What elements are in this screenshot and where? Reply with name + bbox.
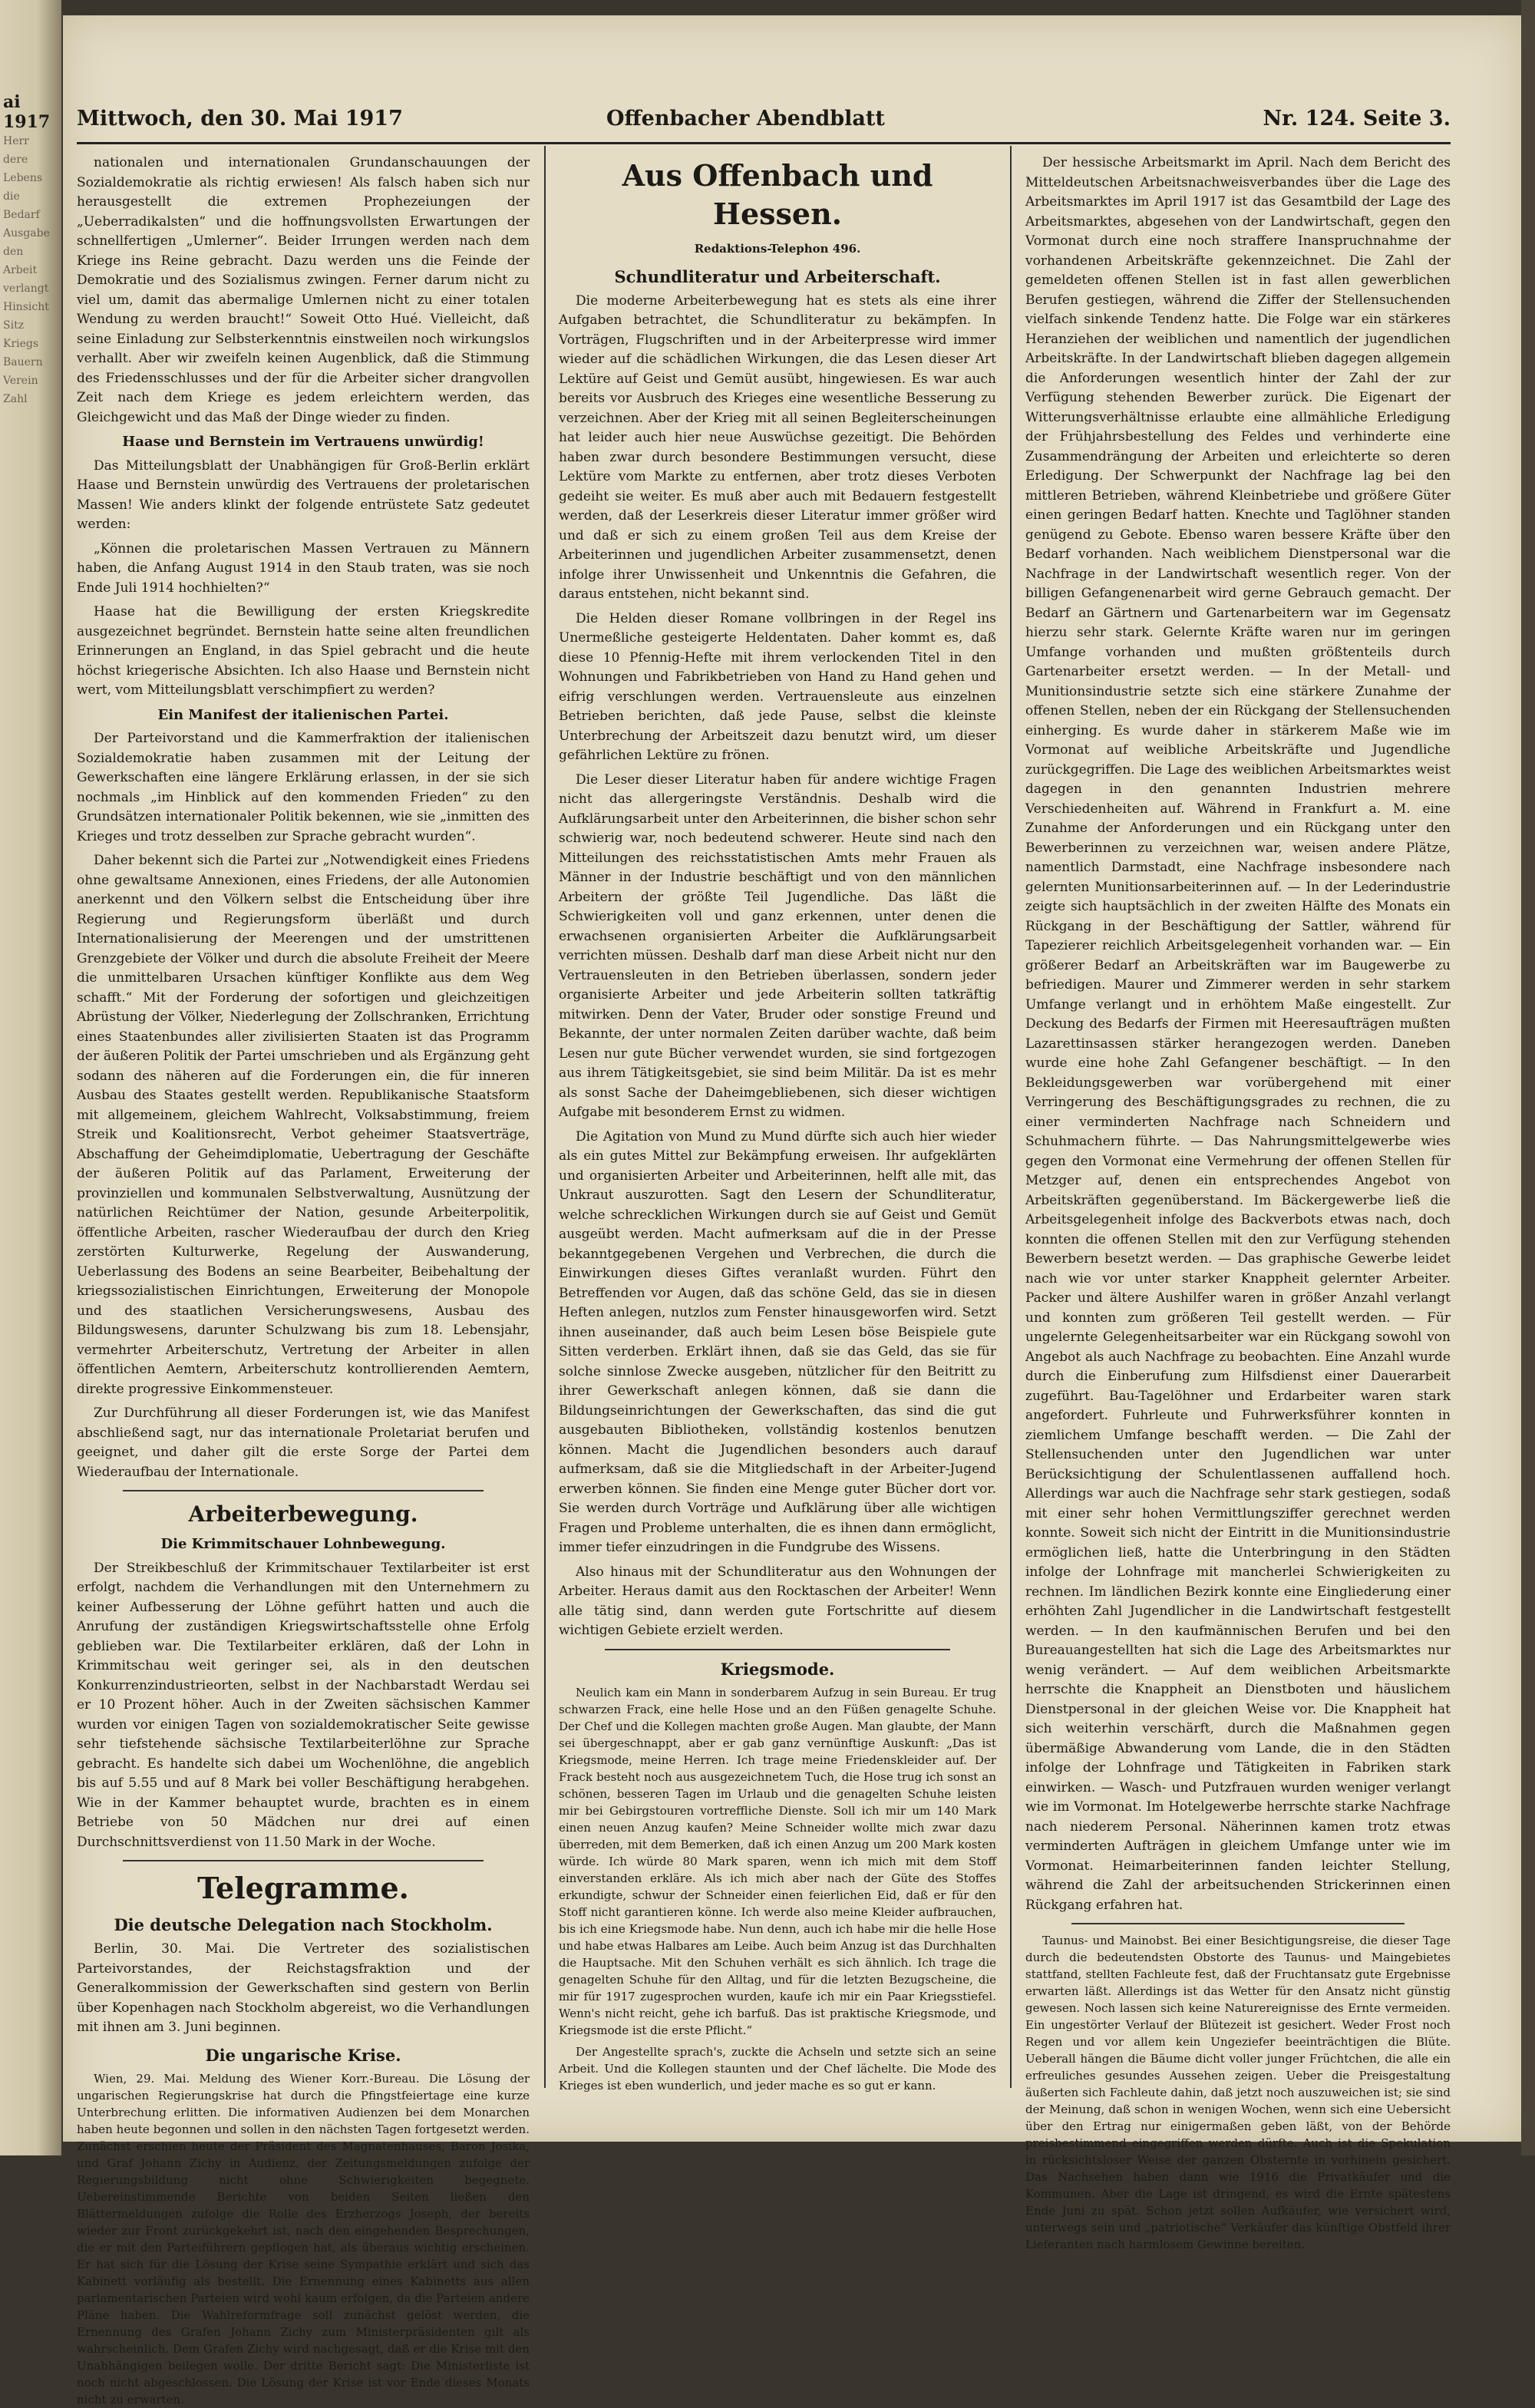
divider [1071, 1923, 1405, 1924]
column-middle [559, 154, 996, 2093]
paragraph: Zur Durchführung all dieser Forderungen ist, wie das Manifest abschließend sagt, nur das internationale Proletariat berufen und geeignet, und daher gilt die erste Sorge der Partei dem Wiederaufbau der Internationale. [77, 1405, 530, 1480]
adjacent-page-fragment: Arbeit [3, 264, 38, 276]
article-paragraphs [77, 729, 530, 1482]
section-heading-offenbach: Aus Offenbach und Hessen. [622, 158, 933, 231]
article-paragraphs [77, 2070, 530, 2408]
paragraph: Die Helden dieser Romane vollbringen in der Regel ins Unermeßliche gesteigerte Heldentaten. Daher kommt es, daß diese 10 Pfennig-Hefte mit ihrem verlockenden Titel in den Wohnungen und Fabrikbetrieben von Hand zu Hand gehen und eifrig verschlungen werden. Vertrauensleute aus einzelnen Betrieben berichten, daß jede Pause, selbst die kleinste Unterbrechung der Arbeitszeit dazu benutzt wird, um dieser gefährlichen Lektüre zu frönen. [559, 610, 996, 763]
intro-paragraphs [77, 154, 530, 428]
column-right [1025, 154, 1451, 2251]
paragraph: nationalen und internationalen Grundanschauungen der Sozialdemokratie als richtig erwiesen! Als falsch haben sich nur herausgestellt die extremen Prophezeiungen der „Ueberradikalsten“ und die hoffnungsvollsten Erwartungen der schnellfertigen „Umlerner“. Beider Irrungen werden nach dem Kriege ins Reine gebracht. Dazu werden uns die Feinde der Demokratie und des Sozialismus zwingen. Ferner darum nicht zu viel um, damit das abermalige Umlernen nicht zu einer totalen Wendung zu werden braucht!“ Soweit Otto Hué. Vielleicht, daß seine Einladung zur Selbsterkenntnis einstweilen noch wirkungslos verhallt. Aber wir zweifeln keinen Augenblick, daß die Stimmung des Friedensschlusses und der für die Arbeiter sicher drangvollen Zeit nach dem Kriege es jedem erleichtern werden, das Gleichgewicht und das Maß der Dinge wieder zu finden. [77, 155, 530, 425]
adjacent-page-fragment: Bauern [3, 356, 43, 368]
binding-edge [1521, 0, 1535, 2155]
adjacent-page-fragment: dere [3, 154, 28, 166]
article-paragraphs [559, 1684, 996, 2094]
paragraph: Haase hat die Bewilligung der ersten Kriegskredite ausgezeichnet begründet. Bernstein hatte seine alten freundlichen Erinnerungen an England, in das Spiel gebracht und die heute höchst kriegerische Absichten. Ich also Haase und Bernstein nicht wert, vom Mitteilungsblatt verschimpfiert zu werden? [77, 604, 530, 698]
adjacent-page-fragments [0, 132, 61, 408]
adjacent-page-fragment: Verein [3, 375, 38, 387]
adjacent-page-fragment: Lebens [3, 172, 43, 184]
paragraph: Die moderne Arbeiterbewegung hat es stets als eine ihrer Aufgaben betrachtet, die Schundliteratur zu bekämpfen. In Vorträgen, Flugschriften und in der Arbeiterpresse wird immer wieder auf die schädlichen Wirkungen, die das Lesen dieser Art Lektüre auf Geist und Gemüt ausübt, hingewiesen. Es war auch bereits vor Ausbruch des Krieges eine wesentliche Besserung zu verzeichnen. Aber der Krieg mit all seinen Begleiterscheinungen hat leider auch hier neue Auswüchse gezeitigt. Die Behörden haben zwar durch besondere Bestimmungen versucht, diese Lektüre vom Markte zu entfernen, aber trotz dieses Verboten gedeiht sie weiter. Es muß aber auch mit Bedauern festgestellt werden, daß der Leserkreis dieser Literatur immer größer wird und daß er sich zu einem großen Teil aus dem Kreise der Arbeiterinnen und jugendlichen Arbeiter zusammensetzt, denen infolge ihrer Unwissenheit und Unkenntnis die Gefahren, die daraus entstehen, nicht bekannt sind. [559, 292, 996, 602]
adjacent-page-strip [0, 0, 61, 2155]
article-paragraphs [77, 1559, 530, 1853]
paragraph: Daher bekennt sich die Partei zur „Notwendigkeit eines Friedens ohne gewaltsame Annexionen, eines Friedens, der alle Autonomien anerkennt und den Völkern selbst die Entscheidung über ihre Regierung und Regierungsform überläßt und durch Internationalisierung der Meerengen und der umstrittenen Grenzgebiete der Völker und durch die absolute Freiheit der Meere die unmittelbaren Ursachen künftiger Konflikte aus dem Weg schafft.“ Mit der Forderung der sofortigen und gleichzeitigen Abrüstung der Völker, Niederlegung der Zollschranken, Errichtung eines Staatenbundes aller zivilisierten Staaten ist das Programm der äußeren Politik der Partei umschrieben und als Ergänzung geht sodann des näheren auf die Forderungen ein, die für inneren Ausbau des Staates gestellt werden. Republikanische Staatsform mit allgemeinem, gleichem Wahlrecht, Volksabstimmung, freiem Streik und Koalitionsrecht, Verbot geheimer Staatsverträge, Abschaffung der Geheimdiplomatie, Uebertragung der Geschäfte der äußeren Politik auf das Parlament, Erweiterung der provinziellen und kommunalen Selbstverwaltung, Ausnützung der natürlichen Reichtümer der Nation, gesunde Arbeiterpolitik, öffentliche Arbeiten, rascher Wiederaufbau der durch den Krieg zerstörten Kulturwerke, Regelung der Auswanderung, Ueberlassung des Bodens an seine Bearbeiter, Beibehaltung der kriegssozialistischen Einrichtungen, Erweiterung der Monopole und des staatlichen Versicherungswesens, Ausbau des Bildungswesens, darunter Schulzwang bis zum 18. Lebensjahr, vermehrter Arbeiterschutz, Vertretung der Arbeiter in allen öffentlichen Aemtern, Arbeiterschutz kontrollierenden Aemtern, direkte progressive Einkommensteuer. [77, 853, 530, 1397]
divider [605, 1649, 950, 1650]
paragraph: Die Leser dieser Literatur haben für andere wichtige Fragen nicht das allergeringste Verständnis. Deshalb wird die Aufklärungsarbeit unter den Arbeiterinnen, die bisher schon sehr schwierig war, noch bedeutend schwerer. Heute sind nach den Mitteilungen des reichsstatistischen Amts mehr Frauen als Männer in der Industrie beschäftigt und von den männlichen Arbeitern der größte Teil Jugendliche. Das läßt die Schwierigkeiten voll und ganz erkennen, unter denen die erwachsenen organisierten Arbeiter die Aufklärungsarbeit verrichten müssen. Deshalb darf man diese Arbeit nicht nur den Vertrauensleuten in den Betrieben überlassen, sondern jeder organisierte Arbeiter und jede Arbeiterin sollten tatkräftig mitwirken. Denn der Vater, Bruder oder sonstige Freund und Bekannte, der unter normalen Zeiten darüber wachte, daß beim Lesen nur gute Bücher verwendet wurden, sie sind fortgezogen aus ihrem Tätigkeitsgebiet, sie sind beim Militär. Da ist es mehr als sonst Sache der Daheimgebliebenen, sich dieser wichtigen Aufgabe mit besonderem Ernst zu widmen. [559, 771, 996, 1120]
article-heading: Kriegsmode. [720, 1659, 835, 1679]
paragraph: Der Parteivorstand und die Kammerfraktion der italienischen Sozialdemokratie haben zusammen mit der Leitung der Gewerkschaften eine längere Erklärung erlassen, in der sie sich nochmals „im Hinblick auf den kommenden Frieden“ zu den Grundsätzen internationaler Politik bekennen, wie sie „inmitten des Krieges und trotz desselben zur Sprache gebracht wurden“. [77, 731, 530, 844]
article-paragraphs [1025, 154, 1451, 1915]
section-subheading: Ein Manifest der italienischen Partei. [157, 706, 449, 723]
column-rule [544, 146, 546, 2088]
header-paper-name: Offenbacher Abendblatt [606, 107, 885, 130]
section-dek: Redaktions-Telephon 496. [694, 242, 861, 256]
adjacent-page-fragment: Herr [3, 135, 29, 147]
column-left [77, 154, 530, 2406]
adjacent-page-fragment: verlangt [3, 282, 49, 295]
paragraph: Berlin, 30. Mai. Die Vertreter des sozialistischen Parteivorstandes, der Reichstagsfraktion und der Generalkommission der Gewerkschaften sind gestern von Berlin über Kopenhagen nach Stockholm abgereist, wo die Verhandlungen mit ihnen am 3. Juni beginnen. [77, 1941, 530, 2035]
adjacent-page-fragment: Hinsicht [3, 301, 49, 313]
article-paragraphs [77, 457, 530, 701]
adjacent-page-fragment: Bedarf [3, 209, 40, 221]
article-heading: Schundliteratur und Arbeiterschaft. [614, 266, 941, 286]
adjacent-page-header: ai 1917 [3, 92, 51, 132]
divider [123, 1860, 484, 1861]
paragraph: Der Streikbeschluß der Krimmitschauer Textilarbeiter ist erst erfolgt, nachdem die Verhandlungen mit den Unternehmern zu keiner Aufbesserung der Löhne geführt hatten und auch die Anrufung der zuständigen Kriegswirtschaftsstelle ohne Erfolg geblieben war. Die Textilarbeiter erklären, daß der Lohn in Krimmitschau weit geringer sei, als in den deutschen Konkurrenzindustrieorten, selbst in der Nachbarstadt Werdau sei er 10 Prozent höher. Auch in der Zweiten sächsischen Kammer wurden vor einigen Tagen von sozialdemokratischer Seite gewisse sehr tiefstehende sächsische Textilarbeiterlöhne zur Sprache gebracht. Es handelte sich dabei um Wochenlöhne, die angeblich bis auf 5.55 und auf 8 Mark bei voller Beschäftigung herabgehen. Wie in der Kammer behauptet wurde, brachten es in einem Betriebe von 50 Mädchen nur drei auf einen Durchschnittsverdienst von 11.50 Mark in der Woche. [77, 1560, 530, 1850]
column-rule [1010, 146, 1012, 2088]
adjacent-page-fragment: die [3, 190, 20, 203]
page-header [77, 96, 1451, 144]
paragraph: „Können die proletarischen Massen Vertrauen zu Männern haben, die Anfang August 1914 in den Staub traten, was sie noch Ende Juli 1914 hochhielten?“ [77, 540, 530, 596]
article-paragraphs [559, 292, 996, 1641]
header-issue-page: Nr. 124. Seite 3. [1263, 107, 1451, 130]
section-subheading: Die deutsche Delegation nach Stockholm. [114, 1915, 493, 1934]
article-paragraphs [77, 1940, 530, 2038]
article-paragraphs [1025, 1932, 1451, 2253]
adjacent-page-fragment: Sitz [3, 319, 25, 332]
adjacent-page-fragment: Zahl [3, 393, 28, 405]
paragraph: Also hinaus mit der Schundliteratur aus den Wohnungen der Arbeiter. Heraus damit aus den Rocktaschen der Arbeiter! Wenn alle tätig sind, dann werden gute Fortschritte auf diesem wichtigen Gebiete erzielt werden. [559, 1564, 996, 1638]
section-subheading: Die ungarische Krise. [205, 2045, 401, 2065]
paragraph: Der hessische Arbeitsmarkt im April. Nach dem Bericht des Mitteldeutschen Arbeitsnachweisverbandes über die Lage des Arbeitsmarktes im April 1917 ist das Gesamtbild der Lage des Arbeitsmarktes, abgesehen von der Landwirtschaft, gegen den Vormonat durch eine noch straffere Inanspruchnahme der vorhandenen Arbeitskräfte gekennzeichnet. Die Zahl der gemeldeten offenen Stellen ist in fast allen gewerblichen Berufen gestiegen, während die Ziffer der Stellensuchenden vielfach sinkende Tendenz hatte. Die Folge war ein stärkeres Heranziehen der weiblichen und namentlich der jugendlichen Arbeitskräfte. In der Landwirtschaft blieben dagegen allgemein die Anforderungen wesentlich hinter der Zahl der zur Verfügung stehenden Bewerber zurück. Die Eigenart der Witterungsverhältnisse erlaubte eine allmähliche Erledigung der Frühjahrsbestellung des Feldes und verhinderte eine Zusammendrängung der Arbeiten und erleichterte so deren Erledigung. Der Schwerpunkt der Nachfrage lag bei den mittleren Betrieben, während Kleinbetriebe und größere Güter einen geringen Bedarf hatten. Knechte und Taglöhner standen genügend zu Gebote. Ebenso waren bessere Kräfte über den Bedarf vorhanden. Nach weiblichem Dienstpersonal war die Nachfrage in der Landwirtschaft wesentlich reger. Von der billigen Gefangenenarbeit wird gerne Gebrauch gemacht. Der Bedarf an Gärtnern und Gartenarbeitern war im Gegensatz hierzu sehr stark. Gelernte Kräfte waren nur im geringen Umfange vorhanden und mußten größtenteils durch Gartenarbeiter ersetzt werden. — In der Metall- und Munitionsindustrie setzte sich eine stärkere Zunahme der offenen Stellen, neben der ein Rückgang der Stellensuchenden einherging. Es wurde daher in stärkerem Maße wie im Vormonat auf weibliche Arbeitskräfte und Jugendliche zurückgegriffen. Die Lage des weiblichen Arbeitsmarktes weist dagegen in den genannten Industrien mehrere Verschiedenheiten auf. Während in Frankfurt a. M. eine Zunahme der Anforderungen und ein Rückgang unter den Bewerberinnen zu verzeichnen war, weisen andere Plätze, namentlich Darmstadt, eine Nachfrage insbesondere nach gelernten Munitionsarbeiterinnen auf. — In der Lederindustrie zeigte sich hauptsächlich in der zweiten Hälfte des Monats ein Rückgang in der Beschäftigung der Sattler, während für Tapezierer reichlich Arbeitsgelegenheit vorhanden war. — Ein größerer Bedarf an Arbeitskräften war im Baugewerbe zu befriedigen. Maurer und Zimmerer werden in sehr starkem Umfange verlangt und in erhöhtem Maße eingestellt. Zur Deckung des Bedarfs der Firmen mit Heeresaufträgen mußten Lazarettinsassen stärker herangezogen werden. Daneben wurde eine hohe Zahl Gefangener beschäftigt. — In den Bekleidungsgewerben war vorübergehend mit einer Verringerung des Beschäftigungsgrades zu rechnen, die zu einer verminderten Nachfrage nach Schneidern und Schuhmachern führte. — Das Nahrungsmittelgewerbe wies gegen den Vormonat eine Vermehrung der offenen Stellen für Metzger auf, denen ein entsprechendes Angebot von Arbeitskräften gegenüberstand. Im Bäckergewerbe ließ die Arbeitsgelegenheit infolge des Backverbots etwas nach, doch konnten die offenen Stellen mit den zur Verfügung stehenden Bewerbern besetzt werden. — Das graphische Gewerbe leidet nach wie vor unter starker Knappheit gelernter Arbeiter. Packer und ältere Aushilfer waren in größer Anzahl verlangt und konnten zum größeren Teil gestellt werden. — Für ungelernte Gelegenheitsarbeiter war ein Rückgang sowohl von Angebot als auch Nachfrage zu beobachten. Eine Anzahl wurde durch die Einberufung zum Hilfsdienst einer Dauerarbeit zugeführt. Bau-Tagelöhner und Erdarbeiter waren stark angefordert. Fuhrleute und Fuhrwerksführer konnten in ziemlichem Umfange beschafft werden. — Die Zahl der Stellensuchenden unter den Jugendlichen war unter Berücksichtigung der Schulentlassenen auffallend hoch. Allerdings war auch die Nachfrage sehr stark gestiegen, sodaß mit einer sehr hohen Vermittlungsziffer gerechnet werden konnte. Soweit sich nicht der Eintritt in die Munitionsindustrie ermöglichen ließ, hatte die Unterbringung in den Städten infolge der Lohnfrage mit mancherlei Schwierigkeiten zu rechnen. Im ländlichen Bezirk konnte eine Eingliederung einer erhöhten Zahl Jugendlicher in die Landwirtschaft festgestellt werden. — In den kaufmännischen Berufen und bei den Bureauangestellten hat sich die Lage des Arbeitsmarktes nur wenig verändert. — Auf dem weiblichen Arbeitsmarkte herrschte die Knappheit an Dienstboten und häuslichem Dienstpersonal in der gleichen Weise vor. Die Knappheit hat sich weiterhin verschärft, durch die Maßnahmen gegen übermäßige Abwanderung vom Lande, die in den Städten infolge der Lohnfrage und Tätigkeiten in Fabriken stark einwirken. — Wasch- und Putzfrauen wurden weniger verlangt wie im Vormonat. Im Hotelgewerbe herrschte starke Nachfrage nach niederem Personal. Näherinnen kamen trotz etwas verminderten Aufträgen in gleichem Umfange unter wie im Vormonat. Heimarbeiterinnen fanden leichter Stellung, während die Zahl der arbeitsuchenden Strickerinnen einen Rückgang erfahren hat. [1025, 155, 1451, 1913]
header-date: Mittwoch, den 30. Mai 1917 [77, 107, 403, 130]
paragraph: Wien, 29. Mai. Meldung des Wiener Korr.-Bureau. Die Lösung der ungarischen Regierungskrise hat durch die Pfingstfeiertage eine kurze Unterbrechung erlitten. Die informativen Audienzen bei dem Monarchen haben heute begonnen und sollen in den nächsten Tagen fortgesetzt werden. Zunächst erschien heute der Präsident des Magnatenhauses, Baron Josika, und Graf Johann Zichy in Audienz, der Zeitungsmeldungen zufolge der Regierungsbildung nicht ohne Schwierigkeiten begegnete. Uebereinstimmende Berichte von beiden Seiten ließen den Blättermeldungen zufolge die Rolle des Erzherzogs Joseph, der bereits wieder zur Front zurückgekehrt ist, nach den eingehenden Besprechungen, die er mit den Parteiführern gepflogen hat, als überaus wichtig erscheinen. Er hat sich für die Lösung der Krise seine Sympathie erklärt und sich das Kabinett vorläufig als bestellt. Die Ernennung eines Kabinetts aus allen parlamentarischen Parteien wird wohl kaum erfolgen, da die Parteien andere Pläne haben. Die Wahlreformfrage soll zunächst gelöst werden, die Ernennung des Grafen Johann Zichy zum Ministerpräsidenten gilt als wahrscheinlich. Dem Grafen Zichy wird nachgesagt, daß er die Krise mit den Unabhängigen beilegen wolle. Der dritte Bericht sagt: Die Ministerliste ist noch nicht abgeschlossen. Die Lösung der Krise ist vor Ende dieses Monats nicht zu erwarten. [77, 2071, 530, 2406]
adjacent-page-fragment: Kriegs [3, 338, 39, 350]
paragraph: Taunus- und Mainobst. Bei einer Besichtigungsreise, die dieser Tage durch die bedeutendsten Obstorte des Taunus- und Maingebietes stattfand, stellten Fachleute fest, daß der Fruchtansatz gute Ergebnisse erwarten läßt. Allerdings ist das Wetter für den Ansatz nicht günstig gewesen. Noch lassen sich keine Naturereignisse des Ernte vermeiden. Ein ungestörter Verlauf der Blütezeit ist gesichert. Weder Frost noch Regen und vor allem kein Ungeziefer beeinträchtigen die Blüte. Ueberall hängen die Bäume dicht voller junger Früchtchen, die alle ein erfreuliches gesundes Aussehen zeigen. Ueber die Preisgestaltung äußerten sich Fachleute dahin, daß jetzt noch auszuweichen ist; sie sind der Meinung, daß schon in wenigen Wochen, wenn sich eine Uebersicht über den Ertrag nur einigermaßen geben läßt, von der Behörde preisbestimmend eingegriffen werden dürfte. Auch ist die Spekulation in rücksichtsloser Weise der ganzen Obsternte in vorhinein gesichert. Das Nachsehen haben dann wie 1916 die Privatkäufer und die Kommunen. Aber die Lage ist dringend, es wird die Ernte spätestens Ende Juni zu spät. Schon jetzt sollen Aufkäufer, wie versichert wird, unterwegs sein und „patriotische“ Verkäufer das künftige Obstfeld ihrer Lieferanten nach harmlosem Gewinne bereiten. [1025, 1934, 1451, 2251]
section-subheading: Die Krimmitschauer Lohnbewegung. [160, 1536, 446, 1552]
section-subheading: Haase und Bernstein im Vertrauens unwürdig! [122, 434, 484, 450]
divider [123, 1490, 484, 1491]
paragraph: Die Agitation von Mund zu Mund dürfte sich auch hier wieder als ein gutes Mittel zur Bekämpfung erweisen. Ihr aufgeklärten und organisierten Arbeiter und Arbeiterinnen, helft alle mit, das Unkraut auszurotten. Sagt den Lesern der Schundliteratur, welche schrecklichen Wirkungen durch sie auf Geist und Gemüt ausgeübt werden. Macht aufmerksam auf die in der Presse bekanntgegebenen Vergehen und Verbrechen, die durch die Einwirkungen dieses Giftes veranlaßt wurden. Führt den Betreffenden vor Augen, daß das schöne Geld, das sie in diesen Heften anlegen, nutzlos zum Fenster hinausgeworfen wird. Setzt ihnen auseinander, daß auch beim Lesen böse Beispiele gute Sitten verderben. Erklärt ihnen, daß sie das Geld, das sie für solche sinnlose Zwecke ausgeben, nützlicher für den Beitritt zu ihrer Gewerkschaft anlegen können, daß sie dann die Bildungseinrichtungen der Gewerkschaften, das sind die gut ausgebauten Bibliotheken, vollständig kostenlos benutzen können. Macht die Jugendlichen besonders auch darauf aufmerksam, daß sie die Mitgliedschaft in der Arbeiter-Jugend erwerben können. Sie finden eine Menge guter Bücher dort vor. Sie werden durch Vorträge und Aufklärung über alle wichtigen Fragen und Probleme unterhalten, die es ihnen dann ermöglicht, immer tiefer einzudringen in die Fundgrube des Wissens. [559, 1128, 996, 1555]
section-heading-arbeiterbewegung: Arbeiterbewegung. [188, 1501, 418, 1527]
paragraph: Das Mitteilungsblatt der Unabhängigen für Groß-Berlin erklärt Haase und Bernstein unwürdig des Vertrauens der proletarischen Massen! Wie anders klinkt der folgende entrüstete Satz gedeutet werden: [77, 457, 530, 532]
adjacent-page-fragment: Ausgabe [3, 227, 50, 239]
paragraph: Neulich kam ein Mann in sonderbarem Aufzug in sein Bureau. Er trug schwarzen Frack, eine helle Hose und an den Füßen genagelte Schuhe. Der Chef und die Kollegen machten große Augen. Man glaubte, der Mann sei übergeschnappt, aber er gab ganz vernünftige Auskunft: „Das ist Kriegsmode, meine Herren. Ich trage meine Friedenskleider auf. Der Frack besteht noch aus ausgezeichnetem Tuch, die Hose trug ich sonst an schönen, besseren Tagen im Urlaub und die genagelten Schuhe leisten mir bei Gebirgstouren vortreffliche Dienste. Soll ich mir um 140 Mark einen neuen Anzug kaufen? Meine Schneider wollte mich zwar dazu überreden, mit dem Bemerken, daß ich einen Anzug um 200 Mark kosten würde. Ich würde 80 Mark sparen, wenn ich mich mit dem Stoff einverstanden erkläre. Als ich mich aber nach der Güte des Stoffes erkundigte, schwur der Schneider einen feierlichen Eid, daß er für den Stoff nicht garantieren könne. Ich werde also meine Kleider aufbrauchen, bis ich eine Kriegsmode habe. Nun denn, auch ich habe mir die helle Hose und habe etwas Halbares am Leibe. Auch beim Anzug ist das Durchhalten die Hauptsache. Mit den Schuhen verhält es sich ähnlich. Ich trage die genagelten Schuhe für den Alltag, und für die letzten Bezugscheine, die mir für 1917 zugesprochen wurden, kaufe ich mir ein Paar Kriegsstiefel. Wenn's nicht reicht, gehe ich barfuß. Das ist praktische Kriegsmode, und Kriegsmode ist die erste Pflicht.“ [559, 1685, 996, 2037]
section-heading-telegramme: Telegramme. [197, 1871, 409, 1905]
paragraph: Der Angestellte sprach's, zuckte die Achseln und setzte sich an seine Arbeit. Und die Kollegen staunten und der Chef lächelte. Die Mode des Krieges ist eben wunderlich, und jeder mache es so gut er kann. [559, 2044, 996, 2093]
adjacent-page-fragment: den [3, 246, 24, 258]
